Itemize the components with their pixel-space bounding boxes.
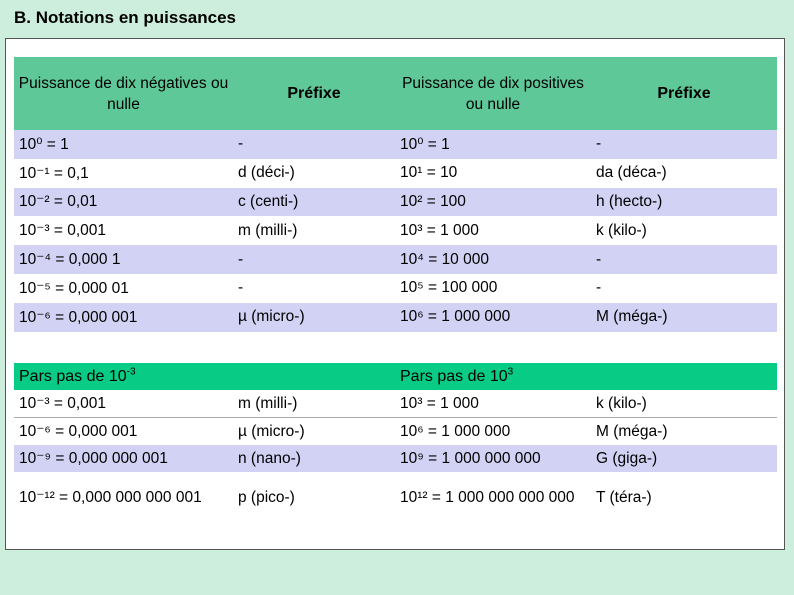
section-header-positive-text: Pars pas de 10 (400, 367, 508, 385)
cell-positive-power: 10⁹ = 1 000 000 000 (395, 445, 591, 472)
cell-positive-power: 10⁰ = 1 (395, 130, 591, 159)
table-row (14, 303, 777, 332)
table-row (14, 472, 777, 524)
cell-prefix: h (hecto-) (591, 188, 777, 217)
steps-table (14, 363, 777, 524)
table-row (14, 274, 777, 303)
section-header-row (14, 363, 777, 390)
cell-positive-power: 10⁶ = 1 000 000 (395, 418, 591, 446)
section-header-negative-exponent: -3 (126, 366, 136, 378)
header-negative-powers: Puissance de dix négatives ou nulle (14, 57, 233, 130)
cell-positive-power: 10³ = 1 000 (395, 216, 591, 245)
table-row (14, 216, 777, 245)
section-header-negative-text: Pars pas de 10 (19, 367, 127, 385)
cell-negative-power: 10⁻¹ = 0,1 (14, 159, 233, 188)
cell-positive-power: 10¹ = 10 (395, 159, 591, 188)
cell-prefix: k (kilo-) (591, 216, 777, 245)
cell-positive-power: 10⁵ = 100 000 (395, 274, 591, 303)
table-row (14, 188, 777, 217)
cell-prefix: µ (micro-) (233, 303, 395, 332)
powers-table (14, 57, 777, 332)
cell-prefix: p (pico-) (233, 472, 395, 524)
section-header-negative (14, 363, 395, 390)
cell-prefix: - (233, 245, 395, 274)
table-row (14, 159, 777, 188)
cell-prefix: M (méga-) (591, 418, 777, 446)
cell-prefix: c (centi-) (233, 188, 395, 217)
cell-prefix: µ (micro-) (233, 418, 395, 446)
cell-positive-power: 10² = 100 (395, 188, 591, 217)
cell-negative-power: 10⁰ = 1 (14, 130, 233, 159)
cell-positive-power: 10⁶ = 1 000 000 (395, 303, 591, 332)
cell-positive-power: 10⁴ = 10 000 (395, 245, 591, 274)
header-prefix-positive: Préfixe (591, 57, 777, 130)
table-row (14, 245, 777, 274)
header-positive-powers: Puissance de dix positives ou nulle (395, 57, 591, 130)
cell-positive-power: 10³ = 1 000 (395, 390, 591, 418)
cell-negative-power: 10⁻⁹ = 0,000 000 001 (14, 445, 233, 472)
cell-prefix: d (déci-) (233, 159, 395, 188)
table-row (14, 418, 777, 446)
cell-prefix: da (déca-) (591, 159, 777, 188)
table-header-row (14, 57, 777, 130)
cell-prefix: M (méga-) (591, 303, 777, 332)
section-header-positive (395, 363, 777, 390)
cell-negative-power: 10⁻³ = 0,001 (14, 390, 233, 418)
section-header-positive-exponent: 3 (507, 366, 514, 378)
cell-prefix: k (kilo-) (591, 390, 777, 418)
cell-positive-power: 10¹² = 1 000 000 000 000 (395, 472, 591, 524)
cell-negative-power: 10⁻⁴ = 0,000 1 (14, 245, 233, 274)
table-row (14, 445, 777, 472)
cell-negative-power: 10⁻⁵ = 0,000 01 (14, 274, 233, 303)
table-row (14, 130, 777, 159)
page-title: B. Notations en puissances (14, 8, 236, 27)
cell-negative-power: 10⁻¹² = 0,000 000 000 001 (14, 472, 233, 524)
cell-negative-power: 10⁻⁶ = 0,000 001 (14, 418, 233, 446)
cell-prefix: - (591, 245, 777, 274)
cell-prefix: - (591, 274, 777, 303)
cell-negative-power: 10⁻² = 0,01 (14, 188, 233, 217)
cell-prefix: - (233, 130, 395, 159)
cell-negative-power: 10⁻⁶ = 0,000 001 (14, 303, 233, 332)
content-panel (5, 38, 785, 550)
cell-prefix: G (giga-) (591, 445, 777, 472)
cell-prefix: m (milli-) (233, 216, 395, 245)
header-prefix-negative: Préfixe (233, 57, 395, 130)
cell-prefix: m (milli-) (233, 390, 395, 418)
cell-negative-power: 10⁻³ = 0,001 (14, 216, 233, 245)
cell-prefix: T (téra-) (591, 472, 777, 524)
table-row (14, 390, 777, 418)
cell-prefix: - (233, 274, 395, 303)
cell-prefix: n (nano-) (233, 445, 395, 472)
cell-prefix: - (591, 130, 777, 159)
